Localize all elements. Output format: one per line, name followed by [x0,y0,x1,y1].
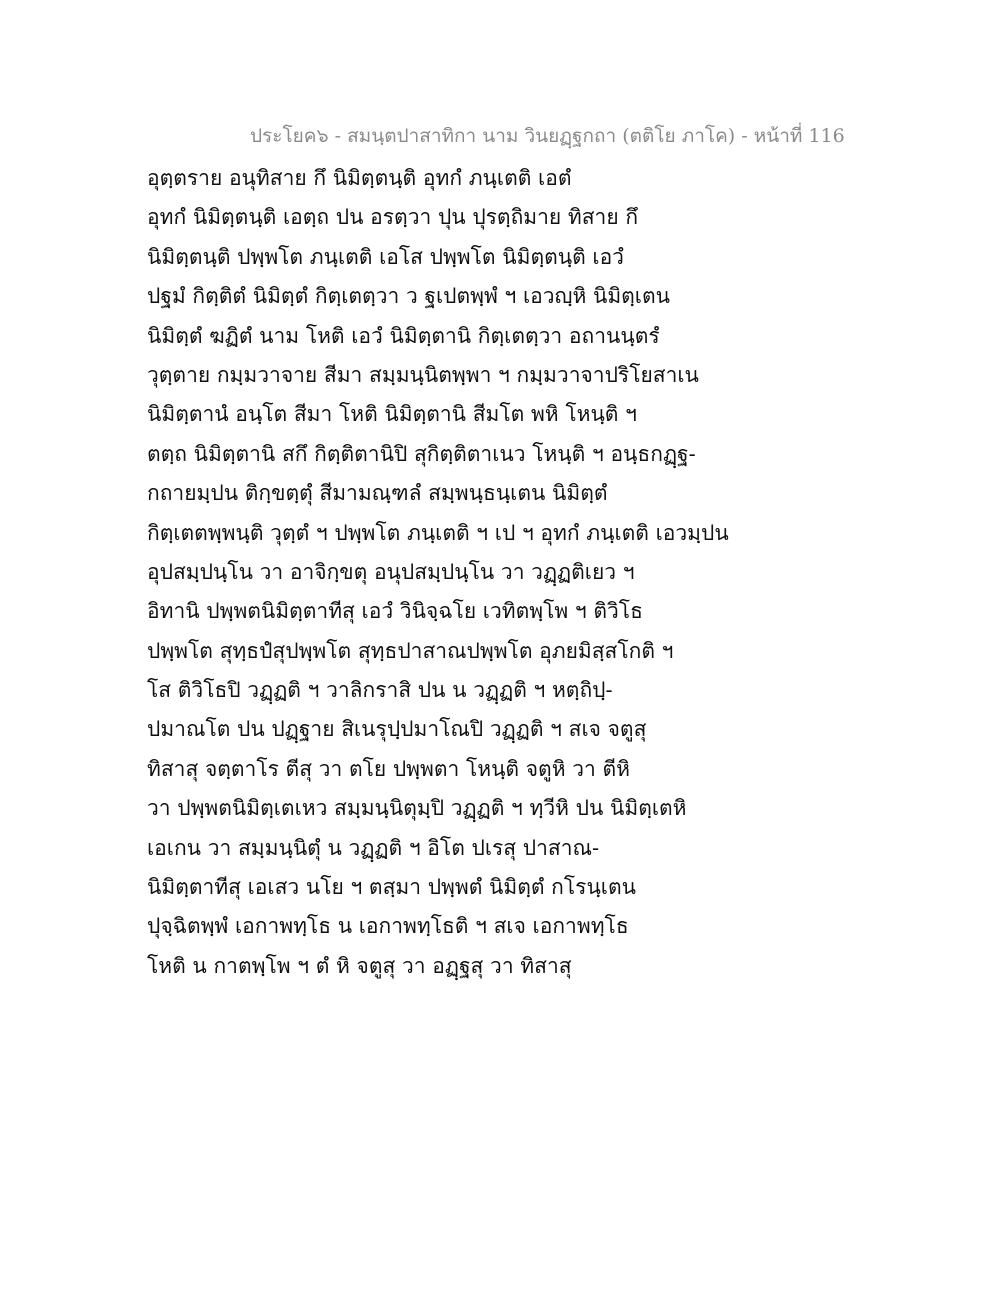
body-text [147,159,729,986]
text-line: ปมาณโต ปน ปฏฺฐาย สิเนรุปฺปมาโณปิ วฏฺฏติ ฯ สเจ จตูสุ [147,717,647,742]
text-line: ปพฺพโต สุทฺธปํสุปพฺพโต สุทฺธปาสาณปพฺพโต อุภยมิสฺสโกติ ฯ [147,638,674,663]
text-line: อิทานิ ปพฺพตนิมิตฺตาทีสุ เอวํ วินิจฺฉโย เวทิตพฺโพ ฯ ติวิโธ [147,599,643,624]
text-line: โส ติวิโธปิ วฏฺฏติ ฯ วาลิกราสิ ปน น วฏฺฏติ ฯ หตฺถิปฺ- [147,678,613,703]
text-line: ปุจฺฉิตพฺพํ เอกาพทฺโธ น เอกาพทฺโธติ ฯ สเจ เอกาพทฺโธ [147,914,629,939]
text-line: นิมิตฺตานํ อนฺโต สีมา โหติ นิมิตฺตานิ สีมโต พหิ โหนฺติ ฯ [147,402,637,427]
text-line: ทิสาสุ จตฺตาโร ตีสุ วา ตโย ปพฺพตา โหนฺติ จตูหิ วา ตีหิ [147,756,630,781]
text-line: วุตฺตาย กมฺมวาจาย สีมา สมฺมนฺนิตพฺพา ฯ กมฺมวาจาปริโยสาเน [147,362,699,387]
text-line: วา ปพฺพตนิมิตฺเตเหว สมฺมนฺนิตุมฺปิ วฏฺฏติ ฯ ทฺวีหิ ปน นิมิตฺเตหิ [147,796,687,821]
text-line: นิมิตฺตนฺติ ปพฺพโต ภนฺเตติ เอโส ปพฺพโต นิมิตฺตนฺติ เอวํ [147,244,624,269]
text-line: กถายมฺปน ติกฺขตฺตุํ สีมามณฺฑลํ สมฺพนฺธนฺเตน นิมิตฺตํ [147,481,608,506]
text-line: อุทกํ นิมิตฺตนฺติ เอตฺถ ปน อรตฺวา ปุน ปุรตฺถิมาย ทิสาย กึ [147,205,639,230]
text-line: นิมิตฺตํ ฆฏิตํ นาม โหติ เอวํ นิมิตฺตานิ กิตฺเตตฺวา อถานนฺตรํ [147,323,660,348]
text-line: กิตฺเตตพฺพนฺติ วุตฺตํ ฯ ปพฺพโต ภนฺเตติ ฯ เป ฯ อุทกํ ภนฺเตติ เอวมฺปน [147,520,729,545]
running-header: ประโยค๖ - สมนฺตปาสาทิกา นาม วินยฏฺฐกถา (ตติโย ภาโค) - หน้าที่ 116 [250,125,845,147]
text-line: เอเกน วา สมฺมนฺนิตุํ น วฏฺฏติ ฯ อิโต ปเรสุ ปาสาณ- [147,835,600,860]
text-line: ตตฺถ นิมิตฺตานิ สกึ กิตฺติตานิปิ สุกิตฺติตาเนว โหนฺติ ฯ อนฺธกฏฺฐ- [147,441,696,466]
text-line: นิมิตฺตาทีสุ เอเสว นโย ฯ ตสฺมา ปพฺพตํ นิมิตฺตํ กโรนฺเตน [147,875,636,900]
text-line: อุปสมฺปนฺโน วา อาจิกฺขตุ อนุปสมฺปนฺโน วา วฏฺฏติเยว ฯ [147,559,635,584]
text-line: อุตฺตราย อนุทิสาย กึ นิมิตฺตนฺติ อุทกํ ภนฺเตติ เอตํ [147,166,572,190]
text-line: โหติ น กาตพฺโพ ฯ ตํ หิ จตูสุ วา อฏฺฐสุ วา ทิสาสุ [147,953,572,978]
text-line: ปฐมํ กิตฺติตํ นิมิตฺตํ กิตฺเตตฺวา ว ฐเปตพฺพํ ฯ เอวญฺหิ นิมิตฺเตน [147,284,670,309]
